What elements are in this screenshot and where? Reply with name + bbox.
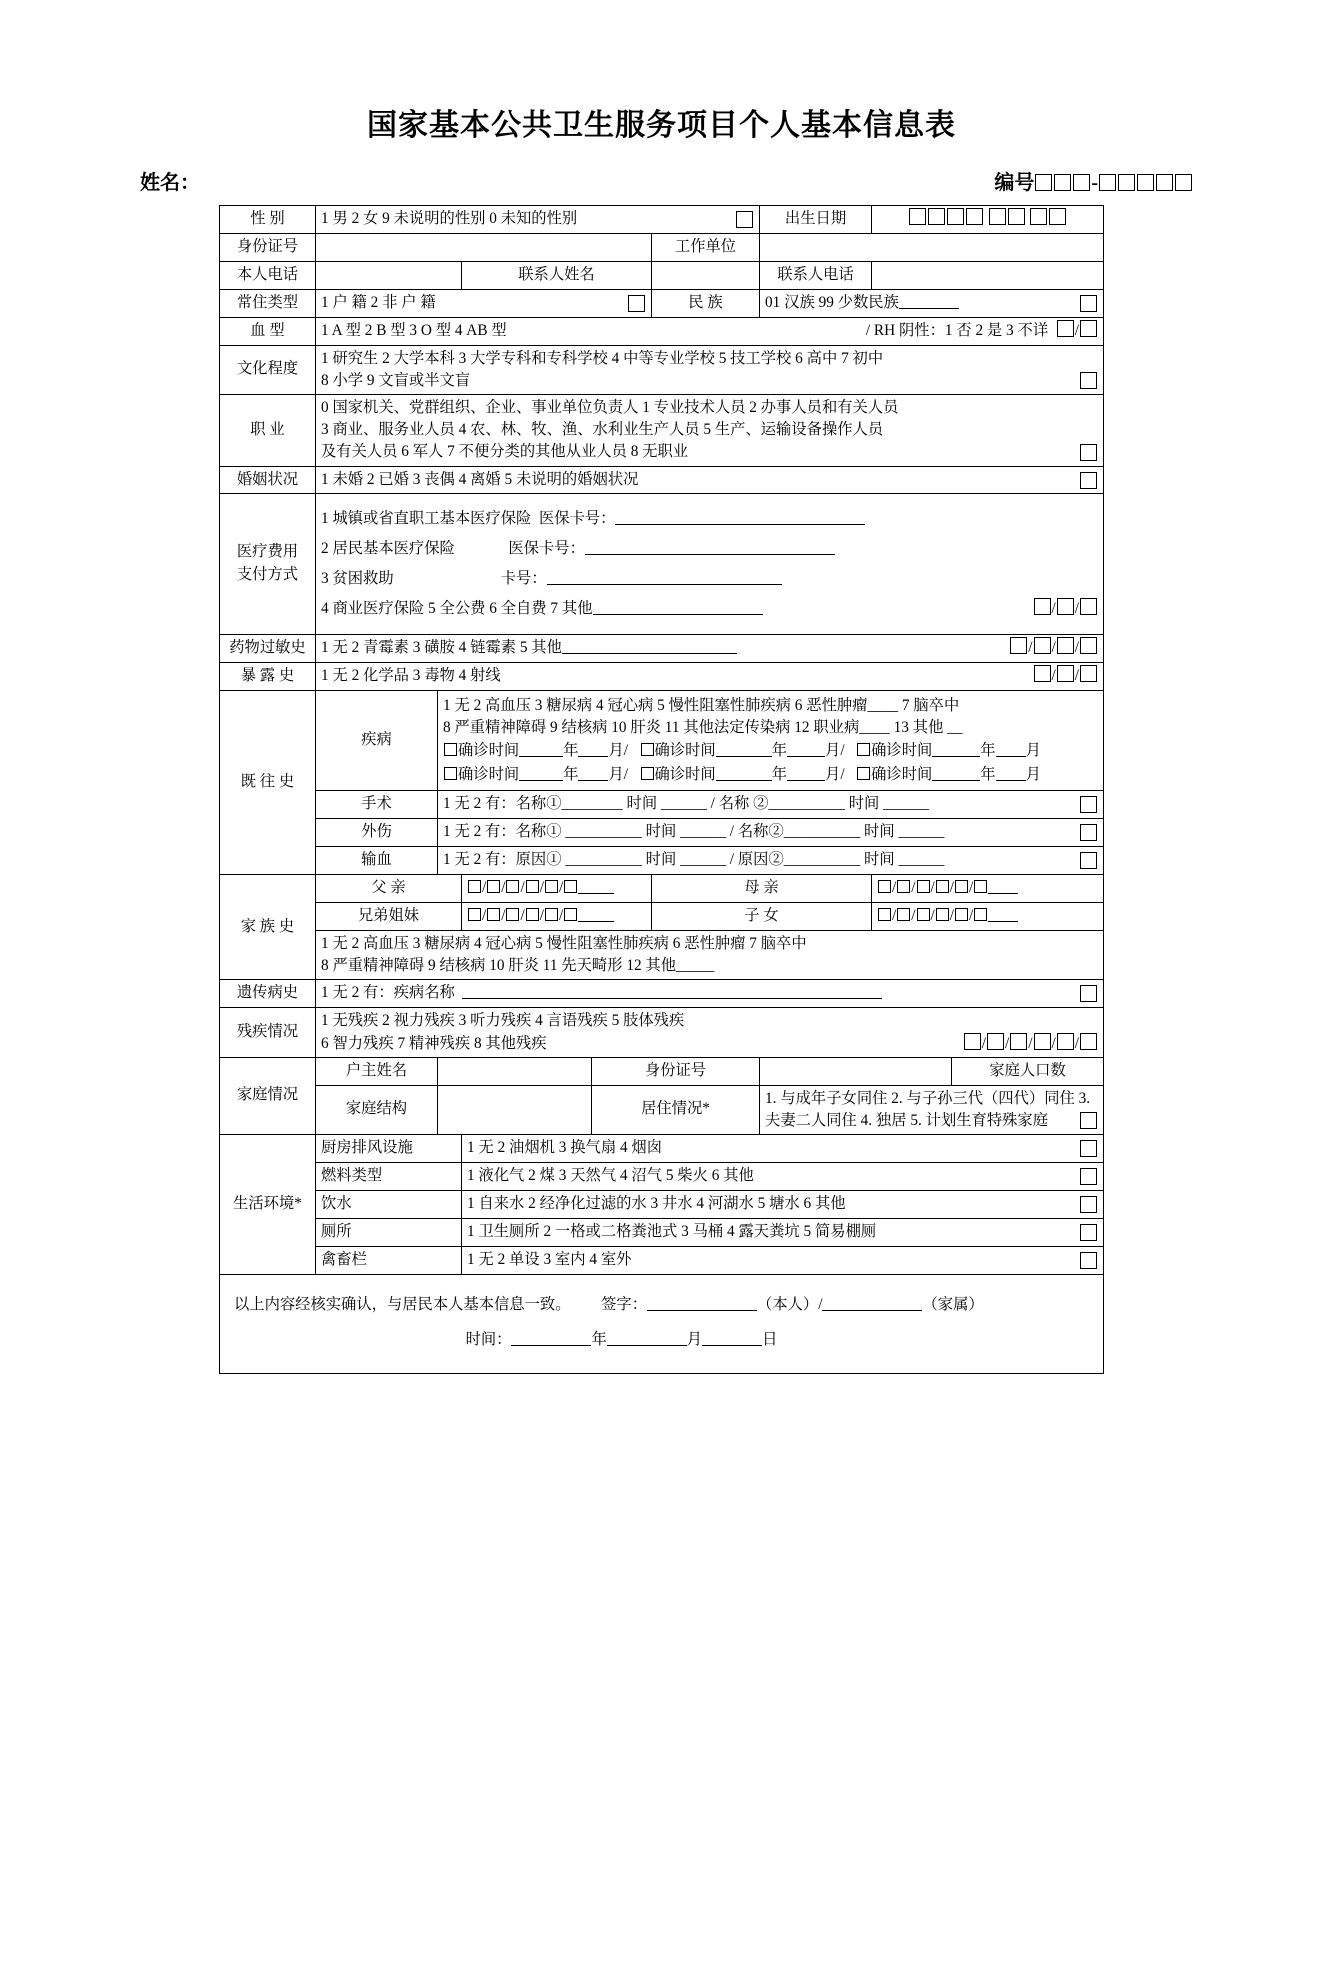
living-env-item-cell-3 [461,1218,1103,1246]
date-year-unit: 年 [591,1330,607,1348]
education-line-1: 1 研究生 2 大学本科 3 大学专科和专科学校 4 中等专业学校 5 技工学校 6 高中 7 初中 [320,349,884,367]
living-env-checkbox-0[interactable] [1080,1140,1097,1157]
birth-date-label: 出生日期 [760,206,872,234]
children-box-1[interactable] [878,908,891,921]
self-label: （本人）/ [757,1295,823,1313]
head-id-input[interactable] [760,1057,952,1085]
exposure-checkbox-group: / / [1033,665,1099,688]
code-box-8[interactable] [1175,174,1192,191]
disability-checkbox-5[interactable] [1057,1033,1074,1050]
subheader [0,166,1323,195]
code-box-2[interactable] [1054,174,1071,191]
father-boxes: / / / / / [461,875,651,903]
disease-confirm-year-4[interactable] [519,764,563,780]
genetic-checkbox[interactable] [1080,985,1097,1002]
education-checkbox[interactable] [1080,372,1097,389]
birth-day-box-2[interactable] [1049,208,1066,225]
row-family-history-sibling [219,903,1103,931]
father-other-input[interactable] [578,878,614,894]
living-env-item-options-3: 1 卫生厕所 2 一格或二格粪池式 3 马桶 4 露天粪坑 5 简易棚厕 [466,1222,877,1240]
exposure-checkbox-2[interactable] [1057,665,1074,682]
contact-name-label: 联系人姓名 [461,261,651,289]
payment-checkbox-3[interactable] [1080,598,1097,615]
contact-phone-input[interactable] [872,261,1104,289]
disease-confirm-checkbox-1[interactable] [444,743,457,756]
genetic-cell [315,980,1103,1008]
head-id-label: 身份证号 [591,1057,759,1085]
past-history-label: 既 往 史 [219,690,315,875]
birth-year-box-1[interactable] [909,208,926,225]
genetic-name-input[interactable] [462,983,882,999]
payment-other-input[interactable] [593,599,763,615]
residence-options: 1 户 籍 2 非 户 籍 [320,293,436,311]
sibling-box-2[interactable] [487,908,500,921]
blood-checkbox[interactable] [1057,320,1074,337]
disease-confirm-checkbox-4[interactable] [444,767,457,780]
gender-checkbox[interactable] [736,211,753,228]
birth-year-box-3[interactable] [947,208,964,225]
marriage-checkbox[interactable] [1080,472,1097,489]
family-history-line-2: 8 严重精神障碍 9 结核病 10 肝炎 11 先天畸形 12 其他_____ [320,957,715,975]
living-env-checkbox-4[interactable] [1080,1252,1097,1269]
ethnic-options-cell [760,289,1104,317]
occupation-checkbox[interactable] [1080,444,1097,461]
disease-confirm-year-6[interactable] [932,764,980,780]
row-trauma [219,819,1103,847]
disease-confirm-checkbox-5[interactable] [641,767,654,780]
children-box-3[interactable] [917,908,930,921]
payment-option-3: 3 贫困救助 卡号： [321,564,1098,594]
disability-checkbox-1[interactable] [964,1033,981,1050]
surgery-checkbox[interactable] [1080,796,1097,813]
living-env-item-name-2: 饮水 [315,1190,461,1218]
living-env-item-name-0: 厨房排风设施 [315,1135,461,1163]
disease-confirm-month-1[interactable] [578,741,608,757]
code-box-4[interactable] [1099,174,1116,191]
living-env-checkbox-2[interactable] [1080,1196,1097,1213]
row-residence [219,289,1103,317]
disease-line-1: 1 无 2 高血压 3 糖尿病 4 冠心病 5 慢性阻塞性肺疾病 6 恶性肿瘤____ 7 脑卒中 [442,696,960,714]
living-env-label: 生活环境* [219,1135,315,1275]
payment-options-cell [315,494,1103,634]
ethnic-options: 01 汉族 99 少数民族 [765,292,959,315]
disease-confirm-row-1: 确诊时间 年 月/ 确诊时间 年 月/ 确诊时间 年 月 [443,739,1098,763]
blood-type-label: 血 型 [219,317,315,345]
row-family-situation-head [219,1057,1103,1085]
ethnic-label: 民 族 [651,289,759,317]
living-env-item-options-0: 1 无 2 油烟机 3 换气扇 4 烟囱 [466,1139,663,1157]
disability-line-2: 6 智力残疾 7 精神残疾 8 其他残疾 [320,1034,547,1052]
payment-card-3-input[interactable] [547,569,782,585]
head-name-label: 户主姓名 [315,1057,437,1085]
family-history-line-1: 1 无 2 高血压 3 糖尿病 4 冠心病 5 慢性阻塞性肺疾病 6 恶性肿瘤 7 脑卒中 [320,935,807,953]
father-box-3[interactable] [506,880,519,893]
row-occupation [219,395,1103,467]
marriage-label: 婚姻状况 [219,466,315,494]
occupation-line-2: 3 商业、服务业人员 4 农、林、牧、渔、水利业生产人员 5 生产、运输设备操作人员 [320,421,884,439]
birth-date-boxes [872,206,1104,234]
children-boxes: / / / / / [872,903,1104,931]
drug-allergy-other-input[interactable] [562,638,737,654]
sibling-box-1[interactable] [468,908,481,921]
drug-allergy-label: 药物过敏史 [219,634,315,662]
mother-other-input[interactable] [988,878,1018,894]
education-options-cell [315,345,1103,394]
disease-confirm-checkbox-6[interactable] [857,767,870,780]
occupation-options-cell [315,395,1103,467]
date-month-input[interactable] [607,1330,687,1346]
row-id-card [219,233,1103,261]
work-unit-input[interactable] [760,233,1104,261]
birth-day-box-1[interactable] [1030,208,1047,225]
ethnic-checkbox[interactable] [1080,295,1097,312]
date-month-unit: 月 [686,1330,703,1348]
exposure-checkbox-1[interactable] [1034,665,1051,682]
living-env-item-name-4: 禽畜栏 [315,1246,461,1274]
row-surgery [219,791,1103,819]
father-box-1[interactable] [468,880,481,893]
gender-label: 性 别 [219,206,315,234]
mother-box-4[interactable] [936,880,949,893]
transfusion-text: 1 无 2 有：原因① __________ 时间 ______ / 原因②__________ 时间 ______ [442,851,945,869]
exposure-options: 1 无 2 化学品 3 毒物 4 射线 [320,666,501,684]
sibling-box-4[interactable] [526,908,539,921]
living-env-item-options-1: 1 液化气 2 煤 3 天然气 4 沼气 5 柴火 6 其他 [466,1166,754,1184]
father-box-5[interactable] [545,880,558,893]
row-transfusion [219,847,1103,875]
occupation-label: 职 业 [219,395,315,467]
living-situation-label: 居住情况* [591,1085,759,1134]
exposure-options-cell [315,662,1103,690]
living-env-item-name-3: 厕所 [315,1218,461,1246]
self-phone-label: 本人电话 [219,261,315,289]
children-box-2[interactable] [897,908,910,921]
time-label: 时间： [465,1330,512,1348]
children-box-5[interactable] [955,908,968,921]
family-situation-label: 家庭情况 [219,1057,315,1134]
drug-allergy-options-cell [315,634,1103,662]
birth-month-box-2[interactable] [1008,208,1025,225]
blood-options-cell [315,317,1103,345]
payment-checkbox-2[interactable] [1057,598,1074,615]
drug-allergy-checkbox-1[interactable] [1010,637,1027,654]
living-env-item-name-1: 燃料类型 [315,1162,461,1190]
row-education [219,345,1103,394]
code-box-5[interactable] [1118,174,1135,191]
code-field: 编号 - [994,166,1193,195]
drug-allergy-checkbox-2[interactable] [1034,637,1051,654]
row-family-situation-structure [219,1085,1103,1134]
code-box-6[interactable] [1137,174,1154,191]
date-day-unit: 日 [762,1330,778,1348]
row-phone [219,261,1103,289]
rh-group: / RH 阴性：1 否 2 是 3 不详 / [866,320,1098,343]
living-situation-cell [760,1085,1104,1134]
contact-phone-label: 联系人电话 [760,261,872,289]
transfusion-cell [437,847,1103,875]
exposure-label: 暴 露 史 [219,662,315,690]
children-other-input[interactable] [988,906,1018,922]
row-payment [219,494,1103,634]
marriage-options-cell [315,466,1103,494]
drug-allergy-options: 1 无 2 青霉素 3 磺胺 4 链霉素 5 其他 [321,637,737,660]
living-env-checkbox-1[interactable] [1080,1168,1097,1185]
mother-box-3[interactable] [917,880,930,893]
surgery-cell [437,791,1103,819]
disability-line-1: 1 无残疾 2 视力残疾 3 听力残疾 4 言语残疾 5 肢体残疾 [320,1012,685,1030]
father-box-6[interactable] [564,880,577,893]
disability-checkbox-4[interactable] [1034,1033,1051,1050]
children-box-6[interactable] [974,908,987,921]
payment-label-line-2: 支付方式 [236,566,299,584]
birth-year-box-2[interactable] [928,208,945,225]
payment-option-4 [321,594,1098,624]
code-label: 编号 [994,172,1035,194]
living-env-item-cell-1 [461,1162,1103,1190]
transfusion-checkbox[interactable] [1080,852,1097,869]
row-family-history-father [219,875,1103,903]
payment-label-line-1: 医疗费用 [236,543,299,561]
payment-option-1: 1 城镇或省直职工基本医疗保险 医保卡号： [321,504,1098,534]
row-living-env-5 [219,1246,1103,1274]
confirmation-text: 以上内容经核实确认，与居民本人基本信息一致。 [233,1295,571,1313]
gender-options: 1 男 2 女 9 未说明的性别 0 未知的性别 [320,210,578,227]
trauma-checkbox[interactable] [1080,824,1097,841]
disease-confirm-year-2[interactable] [716,741,772,757]
disability-cell [315,1008,1103,1057]
mother-label: 母 亲 [651,875,871,903]
row-drug-allergy [219,634,1103,662]
code-box-7[interactable] [1156,174,1173,191]
disability-checkbox-6[interactable] [1080,1033,1097,1050]
payment-option-4-text: 4 商业医疗保险 5 全公费 6 全自费 7 其他 [321,594,763,624]
transfusion-label: 输血 [315,847,437,875]
genetic-text-group: 1 无 2 有：疾病名称 [321,982,883,1005]
disability-checkbox-3[interactable] [1010,1033,1027,1050]
mother-box-5[interactable] [955,880,968,893]
family-structure-label: 家庭结构 [315,1085,437,1134]
exposure-checkbox-3[interactable] [1080,665,1097,682]
payment-card-1-input[interactable] [615,509,865,525]
row-confirmation [219,1274,1103,1373]
family-label: （家属） [922,1295,984,1313]
drug-allergy-checkbox-4[interactable] [1080,637,1097,654]
row-living-env-4 [219,1218,1103,1246]
disease-confirm-month-2[interactable] [787,741,825,757]
disease-confirm-year-3[interactable] [932,741,980,757]
sibling-label: 兄弟姐妹 [315,903,461,931]
self-phone-input[interactable] [315,261,461,289]
mother-box-1[interactable] [878,880,891,893]
row-living-env-1 [219,1135,1103,1163]
disease-confirm-month-3[interactable] [996,741,1026,757]
disability-checkbox-group: / / / / / [963,1033,1098,1055]
genetic-label: 遗传病史 [219,980,315,1008]
living-env-item-cell-2 [461,1190,1103,1218]
living-env-item-cell-0 [461,1135,1103,1163]
disease-label: 疾病 [315,690,437,791]
rh-checkbox[interactable] [1080,320,1097,337]
sign-label: 签字： [601,1295,648,1313]
disease-confirm-month-6[interactable] [996,764,1026,780]
row-marriage [219,466,1103,494]
drug-allergy-checkbox-3[interactable] [1057,637,1074,654]
disease-confirm-checkbox-2[interactable] [641,743,654,756]
form-page [0,100,1323,1971]
page-title: 国家基本公共卫生服务项目个人基本信息表 [367,109,956,142]
drug-allergy-checkbox-group: / / / [1009,637,1098,660]
personal-info-table [219,205,1104,1374]
disease-cell [437,690,1103,791]
family-signature-input[interactable] [822,1294,922,1310]
children-label: 子 女 [651,903,871,931]
father-label: 父 亲 [315,875,461,903]
payment-label [219,494,315,634]
living-env-item-options-2: 1 自来水 2 经净化过滤的水 3 井水 4 河湖水 5 塘水 6 其他 [466,1194,846,1212]
living-situation-checkbox[interactable] [1080,1112,1097,1129]
self-signature-input[interactable] [647,1294,757,1310]
trauma-label: 外伤 [315,819,437,847]
confirmation-signature-row [234,1287,1089,1322]
disease-confirm-checkbox-3[interactable] [857,743,870,756]
sibling-box-6[interactable] [564,908,577,921]
trauma-text: 1 无 2 有：名称① __________ 时间 ______ / 名称②__________ 时间 ______ [442,823,945,841]
marriage-options: 1 未婚 2 已婚 3 丧偶 4 离婚 5 未说明的婚姻状况 [320,470,639,488]
code-box-3[interactable] [1073,174,1090,191]
gender-options-cell [315,206,759,234]
row-blood-type [219,317,1103,345]
contact-name-input[interactable] [651,261,759,289]
payment-card-2-input[interactable] [585,539,835,555]
trauma-cell [437,819,1103,847]
mother-box-2[interactable] [897,880,910,893]
people-count-label: 家庭人口数 [952,1057,1104,1085]
living-env-item-options-4: 1 无 2 单设 3 室内 4 室外 [466,1250,632,1268]
row-gender [219,206,1103,234]
row-family-history-options [219,931,1103,980]
disease-confirm-year-5[interactable] [716,764,772,780]
occupation-line-1: 0 国家机关、党群组织、企业、事业单位负责人 1 专业技术人员 2 办事人员和有关人员 [320,399,899,417]
row-living-env-3 [219,1190,1103,1218]
rh-options: / RH 阴性：1 否 2 是 3 不详 [865,321,1049,339]
father-box-4[interactable] [526,880,539,893]
surgery-text: 1 无 2 有：名称①________ 时间 ______ / 名称 ②__________ 时间 ______ [442,795,930,813]
disability-label: 残疾情况 [219,1008,315,1057]
ethnic-blank[interactable] [899,293,959,309]
family-history-options-cell [315,931,1103,980]
id-card-input[interactable] [315,233,651,261]
row-living-env-2 [219,1162,1103,1190]
surgery-label: 手术 [315,791,437,819]
living-line-1: 1. 与成年子女同住 2. 与子孙三代（四代）同住 3. [765,1089,1091,1107]
disease-confirm-row-2: 确诊时间 年 月/ 确诊时间 年 月/ 确诊时间 年 月 [443,763,1098,787]
work-unit-label: 工作单位 [651,233,759,261]
sibling-box-5[interactable] [545,908,558,921]
sibling-box-3[interactable] [506,908,519,921]
confirmation-date-row [234,1322,1089,1357]
family-structure-input[interactable] [437,1085,591,1134]
mother-boxes: / / / / / [872,875,1104,903]
mother-box-6[interactable] [974,880,987,893]
head-name-input[interactable] [437,1057,591,1085]
blood-options: 1 A 型 2 B 型 3 O 型 4 AB 型 [320,321,507,339]
children-box-4[interactable] [936,908,949,921]
payment-option-2: 2 居民基本医疗保险 医保卡号： [321,534,1098,564]
disease-confirm-year-1[interactable] [519,741,563,757]
disease-line-2: 8 严重精神障碍 9 结核病 10 肝炎 11 其他法定传染病 12 职业病____ 13 其他 __ [442,718,963,736]
date-year-input[interactable] [511,1330,591,1346]
family-history-label: 家 族 史 [219,875,315,980]
birth-month-box-1[interactable] [989,208,1006,225]
living-line-2: 夫妻二人同住 4. 独居 5. 计划生育特殊家庭 [765,1111,1049,1129]
residence-checkbox[interactable] [628,295,645,312]
payment-checkbox-group: / / [1033,594,1099,624]
row-genetic [219,980,1103,1008]
residence-type-label: 常住类型 [219,289,315,317]
row-past-history-disease [219,690,1103,791]
sibling-boxes: / / / / / [461,903,651,931]
education-label: 文化程度 [219,345,315,394]
occupation-line-3: 及有关人员 6 军人 7 不便分类的其他从业人员 8 无职业 [320,443,689,461]
father-box-2[interactable] [487,880,500,893]
birth-year-box-4[interactable] [966,208,983,225]
payment-checkbox-1[interactable] [1034,598,1051,615]
disability-checkbox-2[interactable] [987,1033,1004,1050]
disease-confirm-month-5[interactable] [787,764,825,780]
living-env-item-cell-4 [461,1246,1103,1274]
sibling-other-input[interactable] [578,906,614,922]
living-env-checkbox-3[interactable] [1080,1224,1097,1241]
code-box-1[interactable] [1035,174,1052,191]
id-card-label: 身份证号 [219,233,315,261]
row-exposure [219,662,1103,690]
confirmation-cell [219,1274,1103,1373]
disease-confirm-month-4[interactable] [578,764,608,780]
residence-options-cell [315,289,651,317]
row-disability [219,1008,1103,1057]
date-day-input[interactable] [702,1330,762,1346]
name-label: 姓名： [140,172,200,194]
education-line-2: 8 小学 9 文盲或半文盲 [320,371,471,389]
